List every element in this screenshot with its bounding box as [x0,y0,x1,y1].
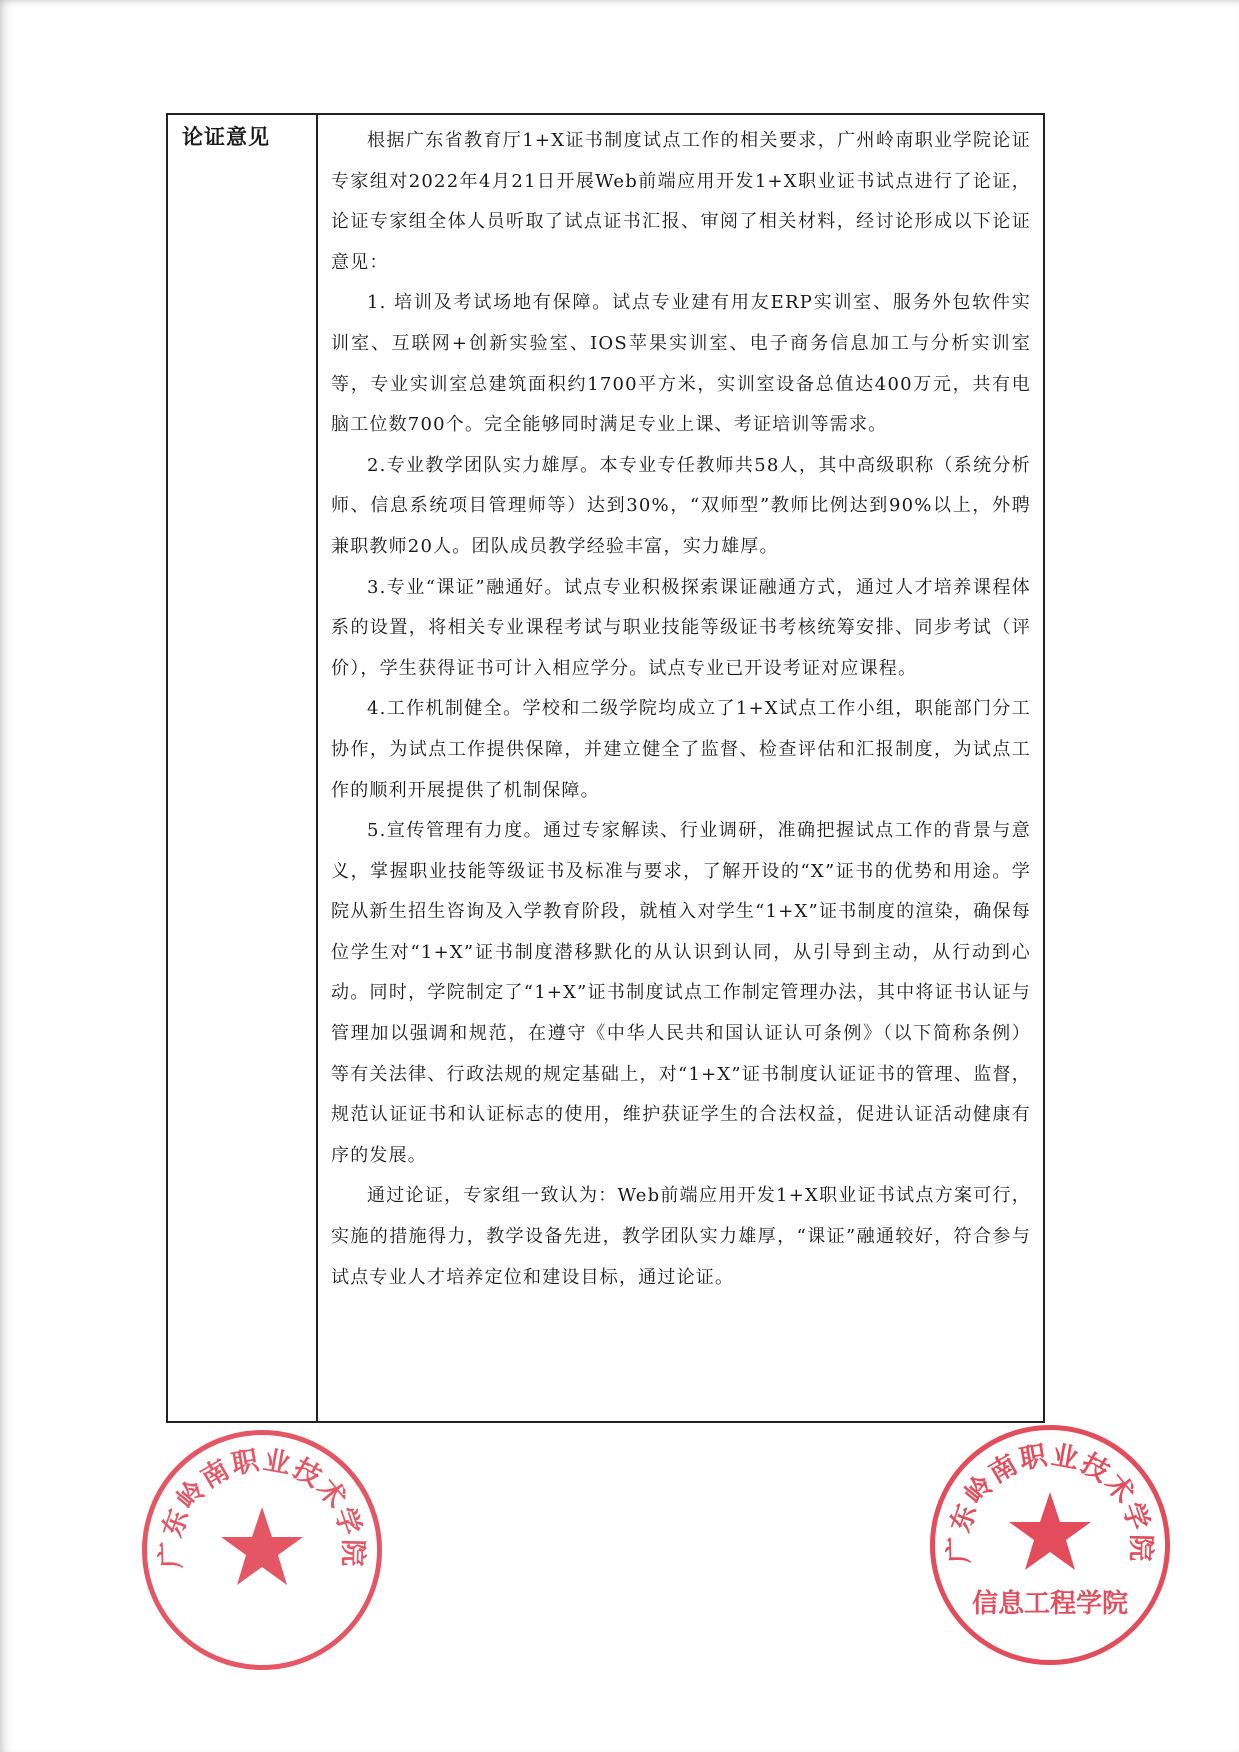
right-seal-graphic [935,1430,1165,1660]
right-seal [930,1425,1170,1665]
right-seal-text: 广东岭南职业技术学院 [943,1439,1157,1564]
opinion-item-4: 4.工作机制健全。学校和二级学院均成立了1+X试点工作小组，职能部门分工协作，为试点工作提供保障，并建立健全了监督、检查评估和汇报制度，为试点工作的顺利开展提供了机制保障。 [331,698,1031,801]
star-icon [1009,1492,1091,1570]
left-seal [142,1430,382,1670]
opinion-item-1: 1. 培训及考试场地有保障。试点专业建有用友ERP实训室、服务外包软件实训室、互联网+创新实验室、IOS苹果实训室、电子商务信息加工与分析实训室等，专业实训室总建筑面积约1700平方米，实训室设备总值达400万元，共有电脑工位数700个。完全能够同时满足专业上课、考证培训等需求。 [331,292,1031,436]
left-seal-graphic [147,1435,377,1665]
opinion-table [166,113,1045,1423]
opinion-item-5: 5.宣传管理有力度。通过专家解读、行业调研，准确把握试点工作的背景与意义，掌握职业技能等级证书及标准与要求，了解开设的“X”证书的优势和用途。学院从新生招生咨询及入学教育阶段，就植入对学生“1+X”证书制度的渲染，确保每位学生对“1+X”证书制度潜移默化的从认识到认同，从引导到主动，从行动到心动。同时，学院制定了“1+X”证书制度试点工作制定管理办法，其中将证书认证与管理加以强调和规范，在遵守《中华人民共和国认证认可条例》（以下简称条例）等有关法律、行政法规的规定基础上，对“1+X”证书制度认证证书的管理、监督，规范认证证书和认证标志的使用，维护获证学生的合法权益，促进认证活动健康有序的发展。 [331,820,1031,1166]
star-icon [221,1507,303,1585]
opinion-item-2: 2.专业教学团队实力雄厚。本专业专任教师共58人，其中高级职称（系统分析师、信息系统项目管理师等）达到30%，“双师型”教师比例达到90%以上，外聘兼职教师20人。团队成员教学经验丰富，实力雄厚。 [331,454,1031,557]
section-label: 论证意见 [182,125,270,149]
right-seal-subtext: 信息工程学院 [971,1589,1129,1619]
label-cell [168,115,318,1421]
intro-paragraph: 根据广东省教育厅1+X证书制度试点工作的相关要求，广州岭南职业学院论证专家组对2022年4月21日开展Web前端应用开发1+X职业证书试点进行了论证，论证专家组全体人员听取了试点证书汇报、审阅了相关材料，经讨论形成以下论证意见： [331,130,1031,273]
left-seal-text: 广东岭南职业技术学院 [155,1444,369,1569]
opinion-item-3: 3.专业“课证”融通好。试点专业积极探索课证融通方式，通过人才培养课程体系的设置，将相关专业课程考试与职业技能等级证书考核统筹安排、同步考试（评价），学生获得证书可计入相应学分。试点专业已开设考证对应课程。 [331,576,1031,679]
conclusion-paragraph: 通过论证，专家组一致认为：Web前端应用开发1+X职业证书试点方案可行，实施的措施得力，教学设备先进，教学团队实力雄厚，“课证”融通较好，符合参与试点专业人才培养定位和建设目标，通过论证。 [331,1185,1031,1288]
content-cell [318,115,1043,1421]
